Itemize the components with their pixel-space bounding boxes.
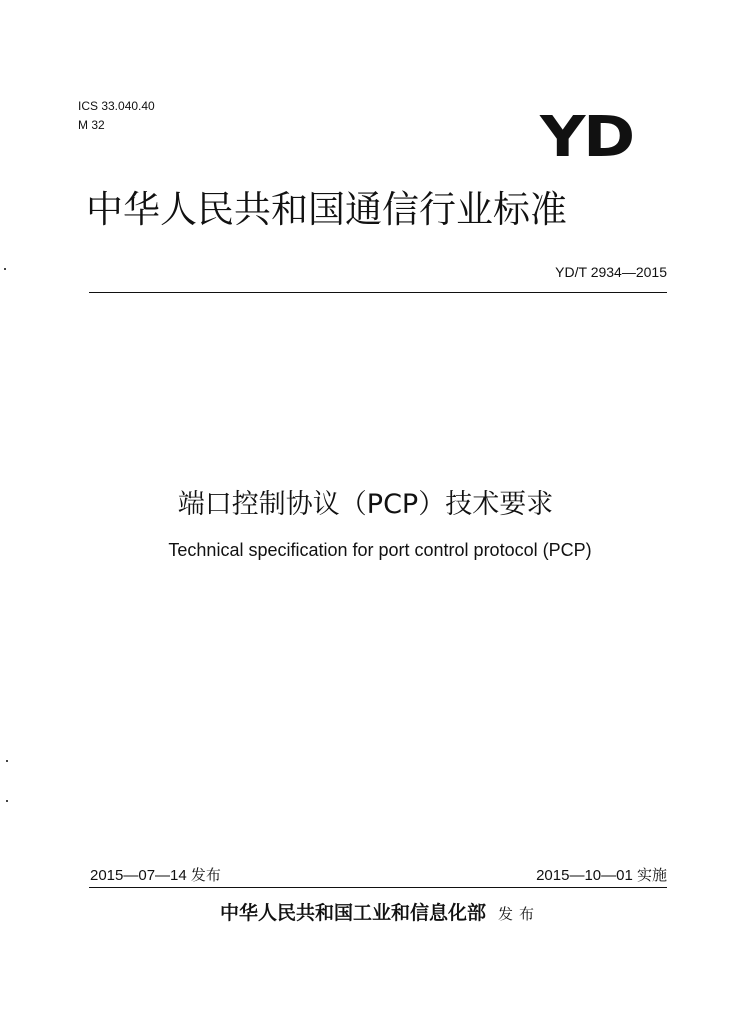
ics-code: ICS 33.040.40 (78, 99, 155, 113)
standard-category-title: 中华人民共和国通信行业标准 (86, 188, 567, 231)
issuer-action: 发布 (498, 905, 541, 923)
document-title-english: Technical specification for port control protocol (PCP) (168, 540, 592, 560)
yd-logo: YD (540, 105, 634, 170)
bottom-divider (89, 887, 667, 888)
effective-date: 2015—10—01 实施 (536, 867, 667, 884)
scan-speck (6, 800, 8, 802)
issuer (0, 900, 731, 927)
publication-date: 2015—07—14 发布 (90, 867, 221, 884)
scan-speck (6, 760, 8, 762)
top-divider (89, 292, 667, 293)
classification-code: M 32 (78, 118, 105, 132)
issuer-name: 中华人民共和国工业和信息化部 (219, 902, 486, 924)
document-title-chinese: 端口控制协议（PCP）技术要求 (177, 489, 554, 520)
standard-number: YD/T 2934—2015 (555, 264, 667, 280)
scan-speck (4, 268, 6, 270)
